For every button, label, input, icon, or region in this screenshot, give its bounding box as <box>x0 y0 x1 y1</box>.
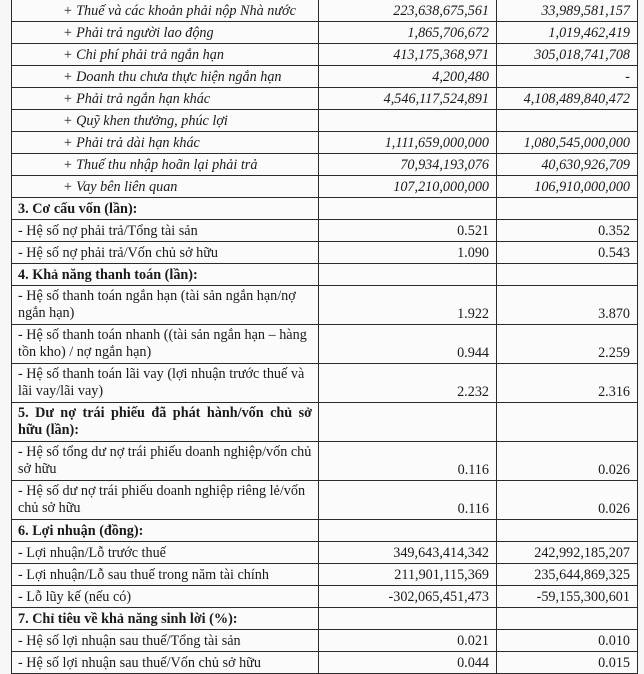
row-value-current: 4,546,117,524,891 <box>319 88 497 110</box>
row-label: - Hệ số lợi nhuận sau thuế/Vốn chủ sở hữu <box>12 652 319 674</box>
row-value-current <box>319 198 497 220</box>
table-row <box>12 364 638 403</box>
row-value-previous: 242,992,185,207 <box>497 542 638 564</box>
table-row <box>12 586 638 608</box>
row-value-current: 70,934,193,076 <box>319 154 497 176</box>
row-value-current: 1.090 <box>319 242 497 264</box>
row-label: - Hệ số dư nợ trái phiếu doanh nghiệp riêng lẻ/vốn chủ sở hữu <box>12 481 319 520</box>
row-label: - Hệ số nợ phải trả/Vốn chủ sở hữu <box>12 242 319 264</box>
row-value-current: 0.116 <box>319 442 497 481</box>
row-value-previous: 0.026 <box>497 442 638 481</box>
row-value-current <box>319 110 497 132</box>
table-row <box>12 652 638 674</box>
row-value-previous: 0.010 <box>497 630 638 652</box>
row-value-previous: 106,910,000,000 <box>497 176 638 198</box>
table-row <box>12 481 638 520</box>
row-value-previous <box>497 520 638 542</box>
row-label: - Hệ số tổng dư nợ trái phiếu doanh nghiệp/vốn chủ sở hữu <box>12 442 319 481</box>
row-value-current: 0.944 <box>319 325 497 364</box>
row-value-previous: 40,630,926,709 <box>497 154 638 176</box>
row-value-previous <box>497 264 638 286</box>
row-label: - Hệ số nợ phải trả/Tổng tài sản <box>12 220 319 242</box>
row-label: - Hệ số thanh toán ngắn hạn (tài sản ngắn hạn/nợ ngắn hạn) <box>12 286 319 325</box>
row-value-current: 0.021 <box>319 630 497 652</box>
row-value-current: 413,175,368,971 <box>319 44 497 66</box>
section-header-row <box>12 264 638 286</box>
row-label: - Lợi nhuận/Lỗ sau thuế trong năm tài chính <box>12 564 319 586</box>
row-label: + Thuế thu nhập hoãn lại phải trả <box>12 154 319 176</box>
row-value-previous: 235,644,869,325 <box>497 564 638 586</box>
row-value-previous: 2.316 <box>497 364 638 403</box>
table-body <box>12 0 638 674</box>
row-value-previous: 4,108,489,840,472 <box>497 88 638 110</box>
row-label: + Quỹ khen thưởng, phúc lợi <box>12 110 319 132</box>
row-label: + Phải trả dài hạn khác <box>12 132 319 154</box>
row-value-current: 349,643,414,342 <box>319 542 497 564</box>
row-label: + Phải trả người lao động <box>12 22 319 44</box>
row-value-current: 4,200,480 <box>319 66 497 88</box>
table-row <box>12 542 638 564</box>
row-value-previous: 33,989,581,157 <box>497 0 638 22</box>
row-value-current: 107,210,000,000 <box>319 176 497 198</box>
row-value-current: 0.521 <box>319 220 497 242</box>
row-value-current: 211,901,115,369 <box>319 564 497 586</box>
table-row <box>12 132 638 154</box>
table-row <box>12 22 638 44</box>
row-value-current: 223,638,675,561 <box>319 0 497 22</box>
row-value-previous <box>497 110 638 132</box>
row-label: 5. Dư nợ trái phiếu đã phát hành/vốn chủ sở hữu (lần): <box>12 403 319 442</box>
row-label: + Phải trả ngắn hạn khác <box>12 88 319 110</box>
row-value-current <box>319 403 497 442</box>
row-value-previous: 0.543 <box>497 242 638 264</box>
row-value-current: 0.044 <box>319 652 497 674</box>
row-label: 7. Chỉ tiêu về khả năng sinh lời (%): <box>12 608 319 630</box>
row-value-previous <box>497 198 638 220</box>
row-label: - Hệ số thanh toán nhanh ((tài sản ngắn hạn – hàng tồn kho) / nợ ngắn hạn) <box>12 325 319 364</box>
section-header-row <box>12 198 638 220</box>
row-value-current: 0.116 <box>319 481 497 520</box>
row-label: 3. Cơ cấu vốn (lần): <box>12 198 319 220</box>
row-value-previous: 1,019,462,419 <box>497 22 638 44</box>
row-label: + Vay bên liên quan <box>12 176 319 198</box>
table-row <box>12 66 638 88</box>
table-row <box>12 242 638 264</box>
row-value-current <box>319 264 497 286</box>
section-header-row <box>12 403 638 442</box>
row-label: + Doanh thu chưa thực hiện ngắn hạn <box>12 66 319 88</box>
financial-indicators-table <box>11 0 638 674</box>
row-value-previous: 3.870 <box>497 286 638 325</box>
table-row <box>12 564 638 586</box>
table-row <box>12 220 638 242</box>
row-label: - Lợi nhuận/Lỗ trước thuế <box>12 542 319 564</box>
table-row <box>12 88 638 110</box>
row-value-previous: -59,155,300,601 <box>497 586 638 608</box>
row-value-previous: 0.026 <box>497 481 638 520</box>
row-label: 4. Khả năng thanh toán (lần): <box>12 264 319 286</box>
row-label: - Hệ số lợi nhuận sau thuế/Tổng tài sản <box>12 630 319 652</box>
table-row <box>12 0 638 22</box>
row-value-previous: 1,080,545,000,000 <box>497 132 638 154</box>
row-value-previous <box>497 608 638 630</box>
table-row <box>12 286 638 325</box>
row-value-previous: 0.015 <box>497 652 638 674</box>
table-row <box>12 442 638 481</box>
section-header-row <box>12 608 638 630</box>
row-value-previous: 2.259 <box>497 325 638 364</box>
row-label: - Lỗ lũy kế (nếu có) <box>12 586 319 608</box>
row-value-previous: 0.352 <box>497 220 638 242</box>
row-value-previous: - <box>497 66 638 88</box>
row-label: - Hệ số thanh toán lãi vay (lợi nhuận trước thuế và lãi vay/lãi vay) <box>12 364 319 403</box>
section-header-row <box>12 520 638 542</box>
row-value-current: 1.922 <box>319 286 497 325</box>
row-value-current: 2.232 <box>319 364 497 403</box>
row-value-current: 1,865,706,672 <box>319 22 497 44</box>
table-row <box>12 44 638 66</box>
table-row <box>12 630 638 652</box>
table-row <box>12 325 638 364</box>
row-value-current <box>319 608 497 630</box>
table-row <box>12 110 638 132</box>
table-row <box>12 176 638 198</box>
row-label: 6. Lợi nhuận (đồng): <box>12 520 319 542</box>
table-row <box>12 154 638 176</box>
row-label: + Chi phí phải trả ngắn hạn <box>12 44 319 66</box>
row-value-previous <box>497 403 638 442</box>
row-value-current <box>319 520 497 542</box>
row-label: + Thuế và các khoản phải nộp Nhà nước <box>12 0 319 22</box>
row-value-current: -302,065,451,473 <box>319 586 497 608</box>
row-value-current: 1,111,659,000,000 <box>319 132 497 154</box>
row-value-previous: 305,018,741,708 <box>497 44 638 66</box>
